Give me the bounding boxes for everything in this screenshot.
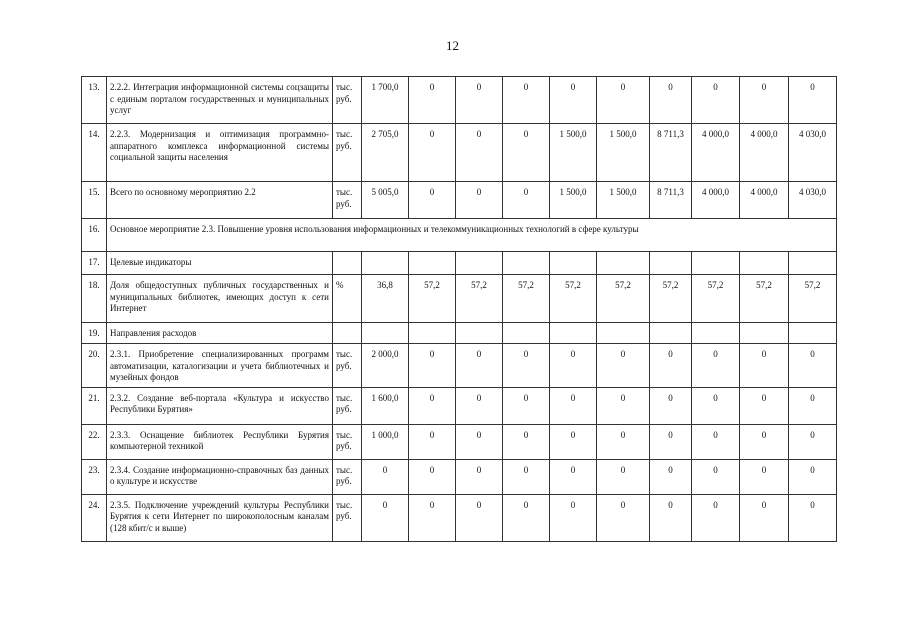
value-cell [503,323,550,344]
value-cell: 0 [597,387,650,424]
row-description: Доля общедоступных публичных государственных и муниципальных библиотек, имеющих доступ к сети Интернет [107,275,333,323]
table-row [82,459,837,494]
value-cell: 0 [456,459,503,494]
value-cell [456,252,503,275]
value-cell [597,323,650,344]
value-cell: 0 [789,494,837,541]
row-unit [333,252,362,275]
value-cell: 0 [503,459,550,494]
row-unit: тыс. руб. [333,344,362,388]
value-cell: 0 [597,459,650,494]
value-cell: 57,2 [692,275,740,323]
row-unit: тыс. руб. [333,77,362,124]
row-number: 13. [82,77,107,124]
value-cell: 1 000,0 [362,424,409,459]
value-cell [789,252,837,275]
value-cell: 0 [650,77,692,124]
value-cell: 0 [550,494,597,541]
value-cell [692,323,740,344]
value-cell: 0 [692,424,740,459]
value-cell: 4 000,0 [692,124,740,182]
value-cell: 0 [409,494,456,541]
value-cell: 0 [740,344,789,388]
value-cell: 57,2 [456,275,503,323]
value-cell: 0 [503,387,550,424]
row-number: 23. [82,459,107,494]
value-cell: 0 [650,424,692,459]
row-unit: тыс. руб. [333,424,362,459]
value-cell: 57,2 [789,275,837,323]
value-cell: 0 [789,77,837,124]
value-cell: 0 [456,387,503,424]
value-cell: 0 [503,424,550,459]
value-cell: 0 [409,344,456,388]
value-cell: 0 [456,124,503,182]
value-cell: 0 [456,182,503,219]
value-cell: 0 [503,182,550,219]
row-number: 18. [82,275,107,323]
value-cell: 0 [650,387,692,424]
row-unit: тыс. руб. [333,387,362,424]
value-cell: 0 [692,344,740,388]
value-cell [362,252,409,275]
value-cell: 0 [503,124,550,182]
row-description: 2.2.2. Интеграция информационной системы соцзащиты с единым порталом государственных и муниципальных услуг [107,77,333,124]
value-cell: 0 [692,459,740,494]
table-row [82,323,837,344]
row-unit: тыс. руб. [333,494,362,541]
table-row [82,77,837,124]
value-cell: 0 [409,77,456,124]
value-cell [740,252,789,275]
table-row [82,252,837,275]
value-cell: 0 [650,459,692,494]
value-cell [550,252,597,275]
value-cell: 0 [597,344,650,388]
value-cell: 57,2 [409,275,456,323]
value-cell [503,252,550,275]
value-cell: 0 [692,77,740,124]
row-description: 2.3.1. Приобретение специализированных программ автоматизации, каталогизации и учета библиотечных и музейных фондов [107,344,333,388]
value-cell: 57,2 [550,275,597,323]
program-table [81,76,837,542]
value-cell: 0 [740,424,789,459]
value-cell: 0 [692,494,740,541]
value-cell: 0 [409,124,456,182]
value-cell: 1 500,0 [597,182,650,219]
value-cell [456,323,503,344]
value-cell [789,323,837,344]
section-heading: Основное мероприятие 2.3. Повышение уровня использования информационных и телекоммуникационных технологий в сфере культуры [107,219,837,252]
value-cell: 0 [789,459,837,494]
value-cell: 4 030,0 [789,124,837,182]
table-row [82,275,837,323]
value-cell: 0 [550,424,597,459]
value-cell [409,323,456,344]
value-cell: 1 500,0 [550,124,597,182]
row-unit: тыс. руб. [333,459,362,494]
value-cell: 0 [650,344,692,388]
value-cell: 2 705,0 [362,124,409,182]
value-cell: 0 [789,387,837,424]
value-cell [409,252,456,275]
table-row [82,344,837,388]
value-cell: 4 000,0 [740,182,789,219]
value-cell: 0 [597,424,650,459]
row-description: 2.3.2. Создание веб-портала «Культура и искусство Республики Бурятия» [107,387,333,424]
row-number: 21. [82,387,107,424]
row-description: 2.3.4. Создание информационно-справочных баз данных о культуре и искусстве [107,459,333,494]
value-cell: 0 [597,77,650,124]
value-cell: 0 [456,494,503,541]
table-row [82,494,837,541]
value-cell: 57,2 [740,275,789,323]
row-description: 2.2.3. Модернизация и оптимизация программно-аппаратного комплекса информационной системы социальной защиты населения [107,124,333,182]
value-cell: 0 [740,387,789,424]
value-cell: 0 [362,494,409,541]
value-cell: 2 000,0 [362,344,409,388]
table-row [82,124,837,182]
value-cell: 4 000,0 [692,182,740,219]
value-cell: 0 [597,494,650,541]
value-cell: 0 [409,424,456,459]
value-cell: 4 000,0 [740,124,789,182]
row-number: 15. [82,182,107,219]
value-cell: 8 711,3 [650,124,692,182]
row-number: 16. [82,219,107,252]
value-cell [550,323,597,344]
value-cell: 0 [740,494,789,541]
row-description: Всего по основному мероприятию 2.2 [107,182,333,219]
table-row [82,182,837,219]
value-cell [692,252,740,275]
row-number: 20. [82,344,107,388]
value-cell: 0 [740,459,789,494]
value-cell: 0 [550,387,597,424]
value-cell: 0 [409,182,456,219]
value-cell: 1 500,0 [597,124,650,182]
value-cell: 0 [456,77,503,124]
value-cell: 0 [692,387,740,424]
row-unit: % [333,275,362,323]
value-cell [362,323,409,344]
value-cell: 4 030,0 [789,182,837,219]
value-cell: 0 [789,344,837,388]
value-cell: 0 [740,77,789,124]
value-cell: 0 [550,459,597,494]
row-number: 24. [82,494,107,541]
value-cell [650,323,692,344]
value-cell [597,252,650,275]
row-description: 2.3.5. Подключение учреждений культуры Республики Бурятия к сети Интернет по широкополосным каналам (128 кбит/с и выше) [107,494,333,541]
value-cell: 0 [789,424,837,459]
value-cell: 0 [650,494,692,541]
row-number: 22. [82,424,107,459]
page-number: 12 [446,38,459,53]
value-cell: 1 700,0 [362,77,409,124]
value-cell: 0 [550,77,597,124]
value-cell: 8 711,3 [650,182,692,219]
value-cell: 0 [409,387,456,424]
value-cell [650,252,692,275]
row-number: 17. [82,252,107,275]
row-description: 2.3.3. Оснащение библиотек Республики Бурятия компьютерной техникой [107,424,333,459]
row-unit [333,323,362,344]
value-cell: 0 [503,494,550,541]
row-number: 19. [82,323,107,344]
value-cell: 0 [550,344,597,388]
value-cell [740,323,789,344]
row-description: Направления расходов [107,323,333,344]
value-cell: 0 [503,344,550,388]
row-unit: тыс. руб. [333,182,362,219]
table-row [82,424,837,459]
table-row [82,219,837,252]
row-unit: тыс. руб. [333,124,362,182]
value-cell: 57,2 [503,275,550,323]
row-description: Целевые индикаторы [107,252,333,275]
value-cell: 0 [456,424,503,459]
value-cell: 0 [409,459,456,494]
table-row [82,387,837,424]
value-cell: 36,8 [362,275,409,323]
row-number: 14. [82,124,107,182]
value-cell: 0 [362,459,409,494]
value-cell: 57,2 [650,275,692,323]
value-cell: 1 600,0 [362,387,409,424]
value-cell: 1 500,0 [550,182,597,219]
value-cell: 57,2 [597,275,650,323]
value-cell: 0 [503,77,550,124]
value-cell: 0 [456,344,503,388]
value-cell: 5 005,0 [362,182,409,219]
